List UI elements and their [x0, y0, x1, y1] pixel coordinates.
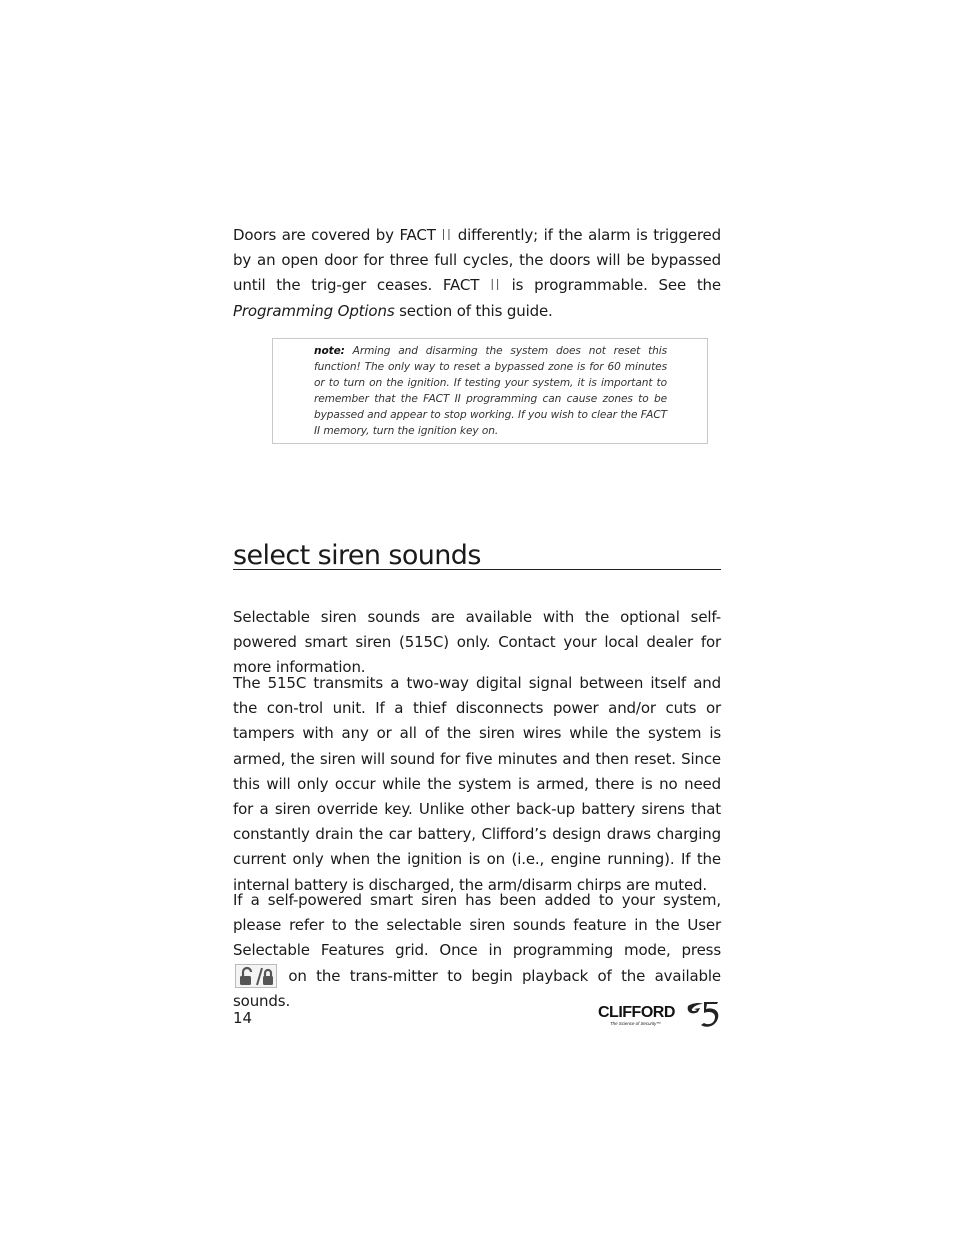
- heading-underline: [233, 569, 721, 570]
- page-number: 14: [233, 1009, 253, 1027]
- siren-paragraph-1: Selectable siren sounds are available with the optional self-powered smart siren (515C) only. Contact your local dealer for more information.: [233, 608, 721, 677]
- note-text: note: Arming and disarming the system does not reset this function! The only way to reset a bypassed zone is for 60 minutes or to turn on the ignition. If testing your system, it is important to remember that the FACT II programming can cause zones to be bypassed and appear to stop working. If you wish to clear the FACT II memory, turn the ignition key on.: [314, 345, 667, 437]
- siren-paragraph-3: If a self-powered smart siren has been added to your system, please refer to the selectable siren sounds feature in the User Selectable Features grid. Once in programming mode, press on the trans-mitter to begin playback of the available sounds.: [233, 891, 721, 1010]
- section-heading: select siren sounds: [233, 540, 481, 571]
- siren-paragraph-2: The 515C transmits a two-way digital signal between itself and the con-trol unit. If a thief disconnects power and/or cuts or tampers with any or all of the siren wires while the system is armed, the siren will sound for five minutes and then reset. Since this will only occur while the system is armed, there is no need for a siren override key. Unlike other back-up battery sirens that constantly drain the car battery, Clifford’s design draws charging current only when the ignition is on (i.e., engine running). If the internal battery is discharged, the arm/disarm chirps are muted.: [233, 674, 721, 894]
- intro-paragraph: Doors are covered by FACT II differently; if the alarm is triggered by an open door for three full cycles, the doors will be bypassed until the trig-ger ceases. FACT II is programmable. See the Programming Options section of this guide.: [233, 226, 721, 320]
- logo-brand-text: CLIFFORD: [598, 1004, 675, 1021]
- lock-unlock-button-icon: [235, 964, 277, 988]
- clifford-g5-logo: [596, 998, 724, 1038]
- note-label: note:: [314, 345, 345, 357]
- logo-tagline: The Science of Security™: [610, 1021, 661, 1026]
